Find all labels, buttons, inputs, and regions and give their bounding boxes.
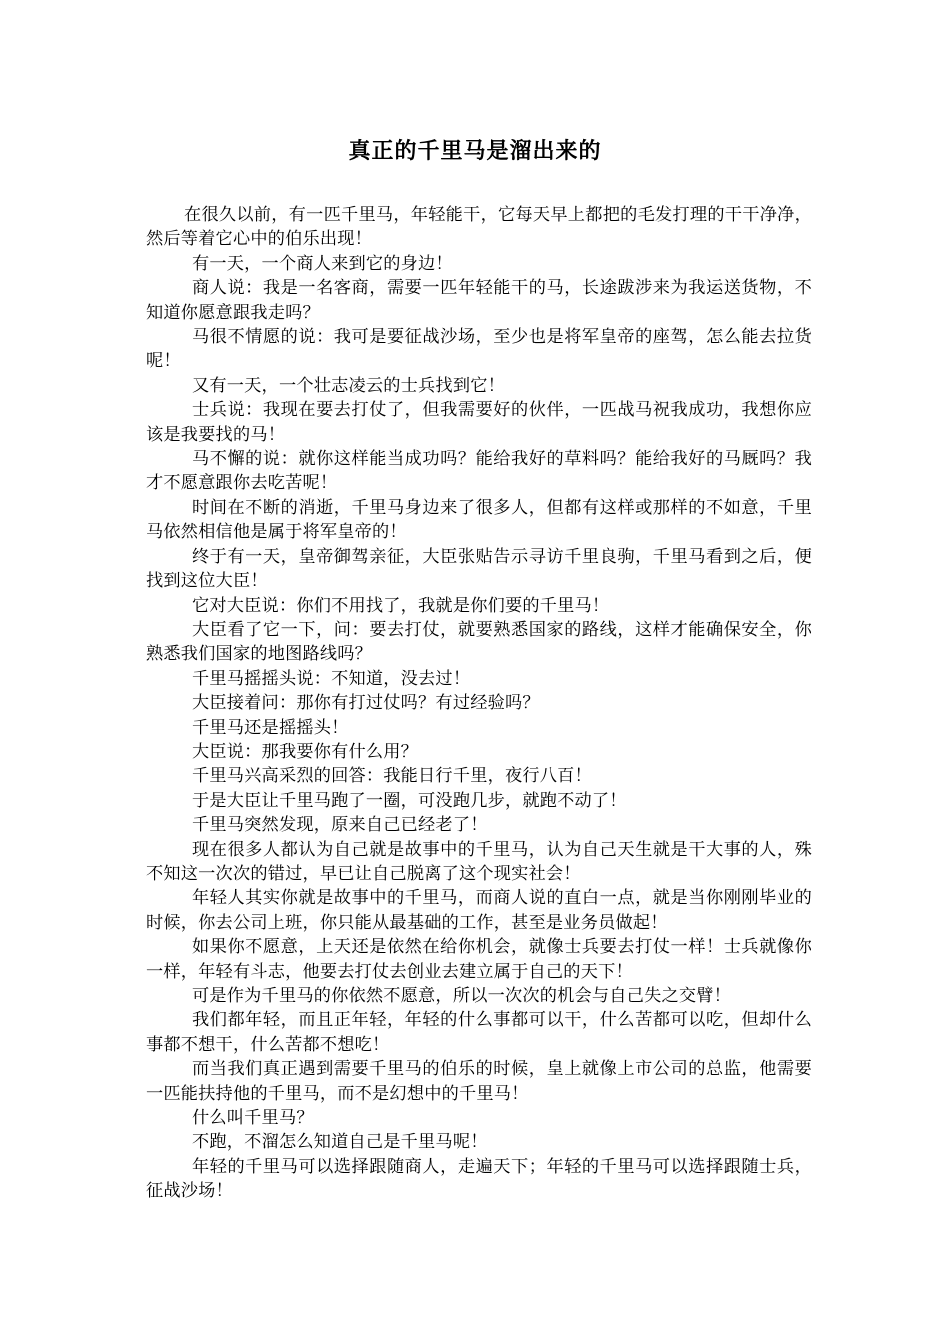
paragraph: 现在很多人都认为自己就是故事中的千里马，认为自己天生就是干大事的人，殊不知这一次次的错过，早已让自己脱离了这个现实社会！ xyxy=(146,839,812,884)
document-title: 真正的千里马是溜出来的 xyxy=(348,139,602,164)
paragraph: 商人说：我是一名客商，需要一匹年轻能干的马，长途跋涉来为我运送货物，不知道你愿意跟我走吗？ xyxy=(146,278,812,323)
paragraph: 千里马突然发现，原来自己已经老了！ xyxy=(192,815,488,836)
paragraph: 千里马还是摇摇头！ xyxy=(192,717,349,738)
paragraph: 时间在不断的消逝，千里马身边来了很多人，但都有这样或那样的不如意，千里马依然相信他是属于将军皇帝的！ xyxy=(146,497,812,543)
paragraph: 而当我们真正遇到需要千里马的伯乐的时候，皇上就像上市公司的总监，他需要一匹能扶持他的千里马，而不是幻想中的千里马！ xyxy=(146,1059,812,1104)
paragraph: 于是大臣让千里马跑了一圈，可没跑几步，就跑不动了！ xyxy=(192,790,627,811)
paragraph: 大臣说：那我要你有什么用？ xyxy=(192,741,419,762)
paragraph: 不跑，不溜怎么知道自己是千里马呢！ xyxy=(192,1132,488,1153)
paragraph: 大臣看了它一下，问：要去打仗，就要熟悉国家的路线，这样才能确保安全，你熟悉我们国家的地图路线吗？ xyxy=(146,619,812,665)
paragraph: 在很久以前，有一匹千里马，年轻能干，它每天早上都把的毛发打理的干干净净，然后等着它心中的伯乐出现！ xyxy=(146,205,812,250)
paragraph: 如果你不愿意，上天还是依然在给你机会，就像士兵要去打仗一样！士兵就像你一样，年轻有斗志，他要去打仗去创业去建立属于自己的天下！ xyxy=(146,937,812,982)
paragraph: 终于有一天，皇帝御驾亲征，大臣张贴告示寻访千里良驹，千里马看到之后，便找到这位大臣！ xyxy=(146,546,812,592)
document-body xyxy=(146,203,812,1204)
paragraph: 马很不情愿的说：我可是要征战沙场，至少也是将军皇帝的座驾，怎么能去拉货呢！ xyxy=(146,327,812,372)
paragraph: 千里马摇摇头说：不知道，没去过！ xyxy=(192,668,471,689)
paragraph: 年轻人其实你就是故事中的千里马，而商人说的直白一点，就是当你刚刚毕业的时候，你去公司上班，你只能从最基础的工作，甚至是业务员做起！ xyxy=(146,888,812,933)
paragraph: 可是作为千里马的你依然不愿意，所以一次次的机会与自己失之交臂！ xyxy=(192,986,732,1006)
paragraph: 什么叫千里马？ xyxy=(192,1108,314,1129)
paragraph: 我们都年轻，而且正年轻，年轻的什么事都可以干，什么苦都可以吃，但却什么事都不想干，什么苦都不想吃！ xyxy=(146,1010,812,1055)
paragraph: 马不懈的说：就你这样能当成功吗？能给我好的草料吗？能给我好的马厩吗？我才不愿意跟你去吃苦呢！ xyxy=(146,449,812,494)
paragraph: 年轻的千里马可以选择跟随商人，走遍天下；年轻的千里马可以选择跟随士兵，征战沙场！ xyxy=(146,1156,812,1202)
paragraph: 千里马兴高采烈的回答：我能日行千里，夜行八百！ xyxy=(192,766,592,787)
paragraph: 有一天，一个商人来到它的身边！ xyxy=(192,253,453,274)
paragraph: 它对大臣说：你们不用找了，我就是你们要的千里马！ xyxy=(192,595,610,616)
paragraph: 士兵说：我现在要去打仗了，但我需要好的伙伴，一匹战马祝我成功，我想你应该是我要找的马！ xyxy=(146,400,812,445)
paragraph: 又有一天，一个壮志凌云的士兵找到它！ xyxy=(192,375,505,396)
paragraph: 大臣接着问：那你有打过仗吗？有过经验吗？ xyxy=(192,693,540,714)
